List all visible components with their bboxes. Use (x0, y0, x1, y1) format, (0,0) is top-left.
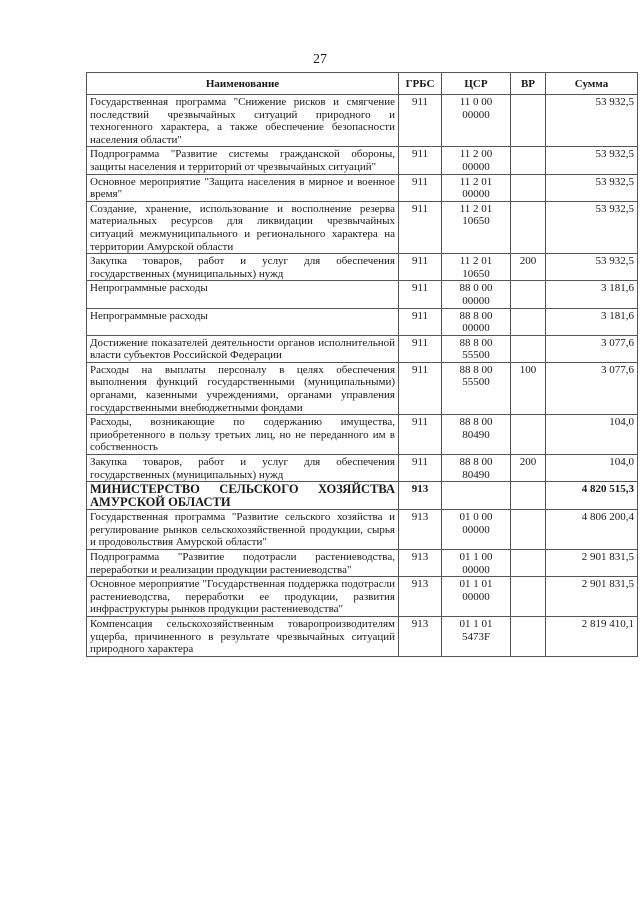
cell-csr: 11 0 00 00000 (442, 95, 511, 147)
cell-grbs: 913 (399, 616, 442, 656)
cell-name: Компенсация сельскохозяйственным товаропроизводителям ущерба, причиненного в результате чрезвычайных ситуаций природного характера (87, 616, 399, 656)
table-row (87, 362, 638, 414)
table-row (87, 308, 638, 335)
table-row (87, 616, 638, 656)
cell-name: Подпрограмма "Развитие подотрасли растениеводства, переработки и реализации продукции растениеводства" (87, 550, 399, 577)
cell-grbs: 911 (399, 95, 442, 147)
table-header-row (87, 73, 638, 95)
cell-csr: 88 8 00 55500 (442, 335, 511, 362)
cell-csr: 01 1 00 00000 (442, 550, 511, 577)
table-row (87, 201, 638, 253)
page-number: 27 (313, 52, 327, 67)
cell-name: Расходы, возникающие по содержанию имущества, приобретенного в пользу третьих лиц, но не переданного им в собственность (87, 415, 399, 455)
cell-vr (511, 510, 546, 550)
cell-grbs: 911 (399, 415, 442, 455)
cell-vr: 200 (511, 455, 546, 482)
cell-grbs: 913 (399, 577, 442, 617)
cell-name: Непрограммные расходы (87, 281, 399, 308)
cell-csr: 01 1 01 00000 (442, 577, 511, 617)
table-row (87, 147, 638, 174)
cell-grbs: 911 (399, 362, 442, 414)
table-row (87, 577, 638, 617)
cell-name: МИНИСТЕРСТВО СЕЛЬСКОГО ХОЗЯЙСТВА АМУРСКОЙ ОБЛАСТИ (87, 482, 399, 510)
cell-csr: 11 2 01 10650 (442, 254, 511, 281)
header-csr: ЦСР (442, 73, 511, 95)
header-vr: ВР (511, 73, 546, 95)
cell-grbs: 911 (399, 455, 442, 482)
cell-name: Государственная программа "Развитие сельского хозяйства и регулирование рынков сельскохозяйственной продукции, сырья и продовольствия Амурской области" (87, 510, 399, 550)
cell-vr: 200 (511, 254, 546, 281)
cell-name: Закупка товаров, работ и услуг для обеспечения государственных (муниципальных) нужд (87, 254, 399, 281)
cell-sum: 53 932,5 (546, 254, 638, 281)
cell-sum: 104,0 (546, 415, 638, 455)
cell-sum: 4 806 200,4 (546, 510, 638, 550)
cell-sum: 4 820 515,3 (546, 482, 638, 510)
cell-sum: 53 932,5 (546, 201, 638, 253)
cell-name: Основное мероприятие "Государственная поддержка подотрасли растениеводства, переработки ее продукции, развития инфраструктуры рынков продукции растениеводства" (87, 577, 399, 617)
header-name: Наименование (87, 73, 399, 95)
cell-sum: 2 819 410,1 (546, 616, 638, 656)
table-row (87, 415, 638, 455)
cell-csr: 11 2 01 10650 (442, 201, 511, 253)
cell-vr (511, 147, 546, 174)
table-row (87, 455, 638, 482)
cell-csr: 01 0 00 00000 (442, 510, 511, 550)
cell-csr: 11 2 01 00000 (442, 174, 511, 201)
cell-grbs: 911 (399, 281, 442, 308)
cell-vr (511, 550, 546, 577)
table-body (87, 95, 638, 657)
cell-name: Непрограммные расходы (87, 308, 399, 335)
cell-csr (442, 482, 511, 510)
cell-name: Государственная программа "Снижение рисков и смягчение последствий чрезвычайных ситуаций природного и техногенного характера, а также обеспечение безопасности населения области" (87, 95, 399, 147)
budget-table (86, 72, 638, 657)
cell-grbs: 913 (399, 482, 442, 510)
cell-grbs: 913 (399, 550, 442, 577)
cell-sum: 3 077,6 (546, 362, 638, 414)
cell-grbs: 911 (399, 201, 442, 253)
cell-vr (511, 308, 546, 335)
cell-name: Достижение показателей деятельности органов исполнительной власти субъектов Российской Федерации (87, 335, 399, 362)
cell-csr: 11 2 00 00000 (442, 147, 511, 174)
cell-sum: 2 901 831,5 (546, 577, 638, 617)
cell-vr (511, 335, 546, 362)
cell-vr (511, 281, 546, 308)
cell-csr: 88 8 00 80490 (442, 455, 511, 482)
cell-vr: 100 (511, 362, 546, 414)
table-row (87, 174, 638, 201)
cell-name: Основное мероприятие "Защита населения в мирное и военное время" (87, 174, 399, 201)
table-row (87, 510, 638, 550)
cell-vr (511, 415, 546, 455)
cell-sum: 3 181,6 (546, 308, 638, 335)
cell-grbs: 913 (399, 510, 442, 550)
cell-grbs: 911 (399, 174, 442, 201)
cell-vr (511, 616, 546, 656)
cell-grbs: 911 (399, 335, 442, 362)
cell-name: Закупка товаров, работ и услуг для обеспечения государственных (муниципальных) нужд (87, 455, 399, 482)
cell-sum: 104,0 (546, 455, 638, 482)
table-row (87, 550, 638, 577)
cell-name: Подпрограмма "Развитие системы гражданской обороны, защиты населения и территорий от чрезвычайных ситуаций" (87, 147, 399, 174)
cell-vr (511, 577, 546, 617)
header-sum: Сумма (546, 73, 638, 95)
cell-name: Создание, хранение, использование и восполнение резерва материальных ресурсов для ликвидации чрезвычайных ситуаций межмуниципального и регионального характера на территории Амурской области (87, 201, 399, 253)
cell-sum: 53 932,5 (546, 174, 638, 201)
cell-sum: 2 901 831,5 (546, 550, 638, 577)
cell-vr (511, 174, 546, 201)
header-grbs: ГРБС (399, 73, 442, 95)
cell-csr: 88 8 00 00000 (442, 308, 511, 335)
table-row (87, 254, 638, 281)
cell-name: Расходы на выплаты персоналу в целях обеспечения выполнения функций государственными (муниципальными) органами, казенными учреждениями, органами управления государственными внебюджетными фондами (87, 362, 399, 414)
cell-sum: 3 181,6 (546, 281, 638, 308)
cell-grbs: 911 (399, 147, 442, 174)
cell-grbs: 911 (399, 308, 442, 335)
cell-vr (511, 95, 546, 147)
cell-sum: 53 932,5 (546, 95, 638, 147)
cell-csr: 01 1 01 5473F (442, 616, 511, 656)
table-row (87, 281, 638, 308)
table-row (87, 482, 638, 510)
cell-sum: 53 932,5 (546, 147, 638, 174)
table-row (87, 95, 638, 147)
cell-csr: 88 0 00 00000 (442, 281, 511, 308)
cell-csr: 88 8 00 55500 (442, 362, 511, 414)
cell-csr: 88 8 00 80490 (442, 415, 511, 455)
cell-vr (511, 201, 546, 253)
cell-sum: 3 077,6 (546, 335, 638, 362)
table-row (87, 335, 638, 362)
cell-vr (511, 482, 546, 510)
cell-grbs: 911 (399, 254, 442, 281)
